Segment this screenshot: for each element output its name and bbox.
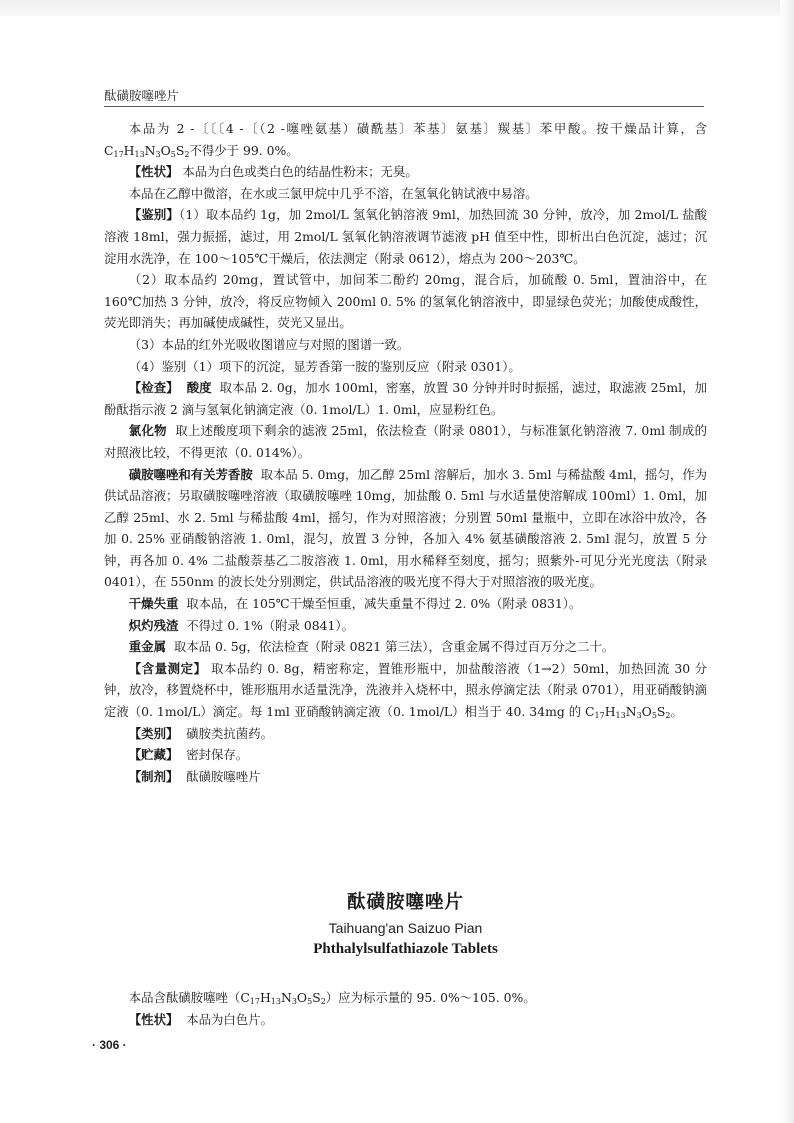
monograph-title-pinyin: Taihuang'an Saizuo Pian — [328, 920, 483, 936]
definition-paragraph: 本品为 2 -〔〔〔4 -〔（2 -噻唑氨基）磺酰基〕苯基〕氨基〕羰基〕苯甲酸。按干燥品计算，含$C_{17}H_{13}N_3O_5S_2$不得少于 99. 0%。 — [104, 121, 707, 159]
acidity-paragraph: 【检查】 酸度 取本品 2. 0g，加水 100ml，密塞，放置 30 分钟并时时振摇，滤过，取滤液 25ml，加酚酞指示液 2 滴与氢氧化钠滴定液（0. 1mol/L）1. 0ml，应显粉红色。 — [104, 380, 708, 417]
molecular-formula: $C_{17}H_{13}N_3O_5S_2$ — [104, 142, 190, 159]
loss-on-drying-label: 干燥失重 — [128, 596, 179, 612]
property-label: 【性状】 — [128, 164, 179, 180]
scan-page-edge — [780, 0, 794, 1123]
identification-4: （4）鉴别（1）项下的沉淀，显芳香第一胺的鉴别反应（附录 0301）。 — [128, 358, 521, 374]
solubility-paragraph: 本品在乙醇中微溶，在水或三氯甲烷中几乎不溶，在氢氧化钠试液中易溶。 — [128, 185, 538, 201]
tablets-monograph-body — [104, 987, 707, 1030]
identification-label: 【鉴别】 — [128, 207, 179, 223]
chloride-paragraph: 氯化物 取上述酸度项下剩余的滤液 25ml，依法检查（附录 0801），与标准氯化钠溶液 7. 0ml 制成的对照液比较，不得更浓（0. 014%）。 — [104, 423, 707, 460]
acidity-label: 酸度 — [186, 380, 212, 396]
identification-3: （3）本品的红外光吸收图谱应与对照的图谱一致。 — [128, 336, 410, 352]
assay-paragraph: 【含量测定】 取本品约 0. 8g，精密称定，置锥形瓶中，加盐酸溶液（1→2）50ml，加热回流 30 分钟，放冷，移置烧杯中，锥形瓶用水适量洗净，洗液并入烧杯中，照永停滴定法（附录 0701），用亚硝酸钠滴定液（0. 1mol/L）滴定。每 1ml 亚硝酸钠滴定液（0. 1mol/L）相当于 40. 34mg 的 $C_{17}H_{13}N_3O_5S_2$。 — [104, 660, 707, 721]
tablets-property-label: 【性状】 — [128, 1011, 179, 1027]
running-head: 酞磺胺噻唑片 — [104, 88, 180, 103]
molecular-formula: $C_{17}H_{13}N_3O_5S_2$ — [585, 704, 671, 721]
monograph-title-chinese: 酞磺胺噻唑片 — [346, 892, 464, 913]
examination-label: 【检查】 — [128, 380, 179, 396]
monograph-title-english: Phthalylsulfathiazole Tablets — [313, 941, 498, 957]
related-substances-label: 磺胺噻唑和有关芳香胺 — [128, 466, 253, 482]
storage-paragraph: 【贮藏】 密封保存。 — [128, 747, 249, 763]
heavy-metal-paragraph: 重金属 取本品 0. 5g，依法检查（附录 0821 第三法），含重金属不得过百万分之二十。 — [128, 639, 615, 655]
assay-label: 【含量测定】 — [128, 660, 207, 676]
loss-on-drying-paragraph: 干燥失重 取本品，在 105℃干燥至恒重，减失重量不得过 2. 0%（附录 0831）。 — [128, 596, 582, 612]
molecular-formula: $C_{17}H_{13}N_3O_5S_2$ — [240, 990, 326, 1006]
identification-2: （2）取本品约 20mg，置试管中，加间苯二酚约 20mg，混合后，加硫酸 0. 5ml，置油浴中，在 160℃加热 3 分钟，放冷，将反应物倾入 200ml 0. 5% 的氢氧化钠溶液中，即显绿色荧光；加酸使成酸性，荧光即消失；再加碱使成碱性，荧光又显出。 — [104, 272, 707, 331]
chloride-label: 氯化物 — [128, 423, 167, 439]
category-paragraph: 【类别】 磺胺类抗菌药。 — [128, 725, 273, 741]
scan-top-margin — [0, 0, 794, 16]
monograph-title-block — [104, 888, 707, 960]
identification-1: 【鉴别】（1）取本品约 1g，加 2mol/L 氢氧化钠溶液 9ml，加热回流 30 分钟，放冷，加 2mol/L 盐酸溶液 18ml，强力振摇，滤过，用 2mol/L 氢氧化钠溶液调节滤液 pH 值至中性，即析出白色沉淀，滤过；沉淀用水洗净，在 100～105℃干燥后，依法测定（附录 0612），熔点为 200～203℃。 — [104, 207, 708, 266]
tablets-property-paragraph: 【性状】 本品为白色片。 — [128, 1011, 273, 1027]
monograph-body — [104, 118, 707, 787]
tablets-definition-paragraph: 本品含酞磺胺噻唑$(C_{17}H_{13}N_3O_5S_2)$应为标示量的 95. 0%～105. 0%。 — [128, 990, 536, 1006]
page-number: · 306 · — [92, 1038, 127, 1052]
property-paragraph: 【性状】 本品为白色或类白色的结晶性粉末；无臭。 — [128, 164, 418, 180]
preparation-paragraph: 【制剂】 酞磺胺噻唑片 — [128, 768, 261, 784]
preparation-label: 【制剂】 — [128, 768, 179, 784]
category-label: 【类别】 — [128, 725, 179, 741]
storage-label: 【贮藏】 — [128, 747, 179, 763]
related-substances-paragraph: 磺胺噻唑和有关芳香胺 取本品 5. 0mg，加乙醇 25ml 溶解后，加水 3. 5ml 与稀盐酸 4ml，摇匀，作为供试品溶液；另取磺胺噻唑溶液（取磺胺噻唑 10mg，加盐酸 0. 5ml 与水适量使溶解成 100ml）1. 0ml，加乙醇 25ml、水 2. 5ml 与稀盐酸 4ml，摇匀，作为对照溶液；分别置 50ml 量瓶中，立即在冰浴中放冷，各加 0. 25% 亚硝酸钠溶液 1. 0ml，混匀，放置 3 分钟，各加入 4% 氨基磺酸溶液 2. 5ml 混匀，放置 5 分钟，再各加 0. 4% 二盐酸萘基乙二胺溶液 1. 0ml，用水稀释至刻度，摇匀；照紫外-可见分光光度法（附录 0401），在 550nm 的波长处分别测定，供试品溶液的吸光度不得大于对照溶液的吸光度。 — [104, 466, 708, 590]
residue-label: 炽灼残渣 — [128, 617, 179, 633]
header-rule — [104, 106, 704, 107]
heavy-metal-label: 重金属 — [128, 639, 166, 655]
residue-paragraph: 炽灼残渣 不得过 0. 1%（附录 0841）。 — [128, 617, 355, 633]
